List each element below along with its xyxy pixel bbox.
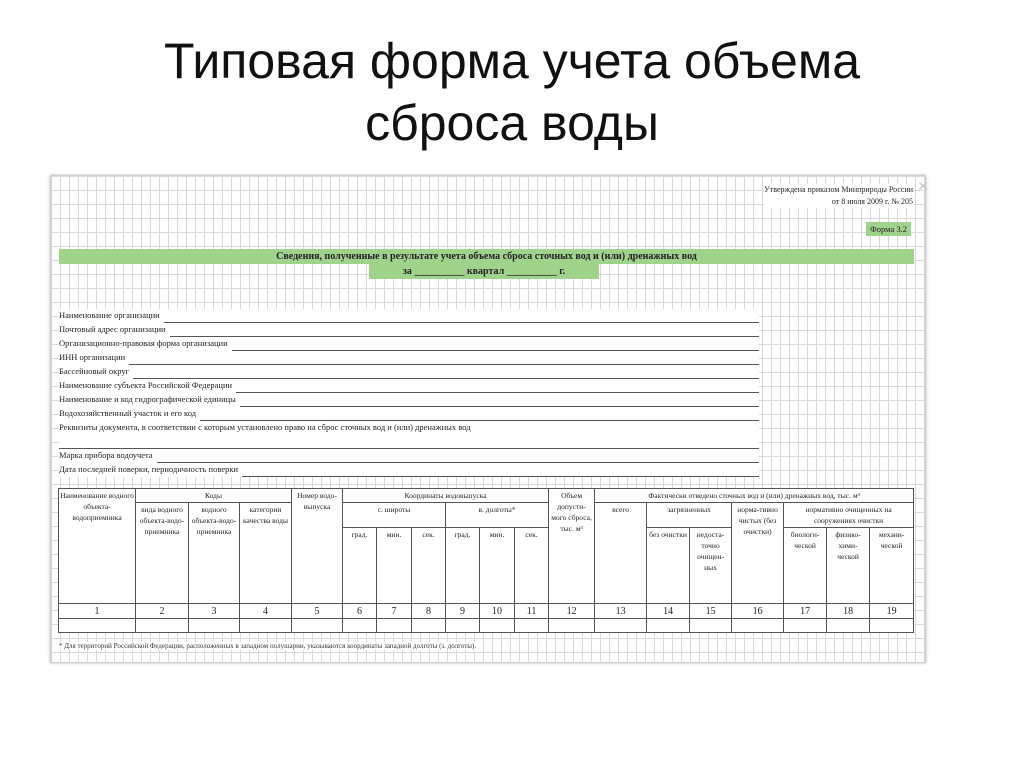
column-number: 9 [446, 604, 480, 619]
header-sec: сек. [412, 528, 446, 604]
table-cell[interactable] [549, 619, 595, 633]
table-cell[interactable] [595, 619, 647, 633]
table-cell[interactable] [784, 619, 827, 633]
discharge-table [58, 488, 914, 633]
header-normatively-clean: норма-тивно чистых (без очистки) [732, 503, 784, 604]
table-cell[interactable] [732, 619, 784, 633]
column-number: 15 [690, 604, 732, 619]
column-number: 2 [136, 604, 189, 619]
table-cell[interactable] [690, 619, 732, 633]
column-number: 13 [595, 604, 647, 619]
table-cell[interactable] [446, 619, 480, 633]
table-cell[interactable] [827, 619, 870, 633]
field-label: Наименование субъекта Российской Федерации [59, 380, 233, 390]
header-codes: Коды [136, 489, 292, 503]
column-number: 16 [732, 604, 784, 619]
header-code-kind: вида водного объекта-водо-приемника [136, 503, 189, 604]
field-line[interactable] [232, 337, 759, 351]
column-number: 5 [292, 604, 343, 619]
field-label: ИНН организации [59, 352, 126, 362]
table-cell[interactable] [136, 619, 189, 633]
table-cell[interactable] [59, 619, 136, 633]
field-row [59, 421, 759, 435]
header-actual-discharge: Фактически отведено сточных вод и (или) дренажных вод, тыс. м³ [595, 489, 914, 503]
field-row[interactable] [59, 449, 759, 463]
table-cell[interactable] [647, 619, 690, 633]
field-line[interactable] [240, 393, 759, 407]
header-sec: сек. [515, 528, 549, 604]
field-line[interactable] [133, 365, 759, 379]
header-latitude: с. широты [343, 503, 446, 528]
field-row[interactable] [59, 337, 759, 351]
table-row [59, 619, 914, 633]
header-coordinates: Координаты водовыпуска [343, 489, 549, 503]
footnote: * Для территорий Российской Федерации, расположенных в западном полушарии, указываются координаты западной долготы (з. долготы). [59, 642, 477, 650]
column-number: 6 [343, 604, 377, 619]
column-number: 18 [827, 604, 870, 619]
field-line[interactable] [200, 407, 759, 421]
table-cell[interactable] [343, 619, 377, 633]
column-number: 7 [377, 604, 412, 619]
column-number: 14 [647, 604, 690, 619]
field-row[interactable] [59, 393, 759, 407]
table-cell[interactable] [412, 619, 446, 633]
header-normatively-treated: нормативно очищенных на сооружениях очистки [784, 503, 914, 528]
header-mechanical: механи-ческой [870, 528, 914, 604]
approval-line-1: Утверждена приказом Минприроды России [764, 185, 913, 194]
form-number: Форма 3.2 [866, 222, 911, 236]
column-number: 10 [480, 604, 515, 619]
form-period: за __________ квартал __________ г. [369, 264, 599, 279]
title-line-1: Типовая форма учета объема [163, 33, 861, 89]
field-label: Наименование организации [59, 310, 160, 320]
header-min: мин. [377, 528, 412, 604]
header-code-object: водного объекта-водо-приемника [189, 503, 240, 604]
header-total: всего [595, 503, 647, 604]
field-line[interactable] [129, 351, 759, 365]
field-line[interactable] [59, 435, 759, 449]
field-label: Организационно-правовая форма организации [59, 338, 228, 348]
slide-title [0, 30, 1024, 154]
header-polluted: загрязненных [647, 503, 732, 528]
header-deg: град. [343, 528, 377, 604]
field-row[interactable] [59, 379, 759, 393]
column-number: 8 [412, 604, 446, 619]
header-biological: биологи-ческой [784, 528, 827, 604]
field-row[interactable] [59, 365, 759, 379]
close-icon[interactable]: ✕ [917, 179, 929, 195]
organization-fields [59, 309, 759, 477]
field-row[interactable] [59, 407, 759, 421]
approval-note [764, 184, 913, 208]
field-row[interactable] [59, 323, 759, 337]
header-water-body: Наименование водного объекта-водоприемника [59, 489, 136, 604]
approval-line-2: от 8 июля 2009 г. № 205 [831, 197, 913, 206]
header-longitude: в. долготы* [446, 503, 549, 528]
column-number: 17 [784, 604, 827, 619]
field-line[interactable] [236, 379, 759, 393]
field-label: Марка прибора водоучета [59, 450, 153, 460]
table-cell[interactable] [870, 619, 914, 633]
header-code-category: категории качества воды [240, 503, 292, 604]
field-label: Бассейновый округ [59, 366, 130, 376]
column-number: 4 [240, 604, 292, 619]
form-heading: Сведения, полученные в результате учета объема сброса сточных вод и (или) дренажных вод [59, 249, 914, 264]
field-label: Водохозяйственный участок и его код [59, 408, 197, 418]
field-row[interactable] [59, 463, 759, 477]
field-label: Наименование и код гидрографической единицы [59, 394, 236, 404]
field-line[interactable] [242, 463, 759, 477]
header-phys-chem: физико-хими-ческой [827, 528, 870, 604]
column-number: 1 [59, 604, 136, 619]
column-number: 19 [870, 604, 914, 619]
field-line[interactable] [170, 323, 759, 337]
table-cell[interactable] [292, 619, 343, 633]
table-cell[interactable] [377, 619, 412, 633]
field-line[interactable] [157, 449, 759, 463]
form-document-image [50, 175, 929, 663]
title-line-2: сброса воды [365, 95, 659, 151]
table-cell[interactable] [189, 619, 240, 633]
table-cell[interactable] [480, 619, 515, 633]
table-cell[interactable] [240, 619, 292, 633]
header-allowed-volume: Объем допусти-мого сброса, тыс. м³ [549, 489, 595, 604]
header-insufficient: недоста-точно очищен-ных [690, 528, 732, 604]
header-deg: град. [446, 528, 480, 604]
column-numbers-row [59, 604, 914, 619]
field-label: Почтовый адрес организации [59, 324, 166, 334]
field-row[interactable] [59, 309, 759, 323]
table-cell[interactable] [515, 619, 549, 633]
field-label: Реквизиты документа, в соответствии с которым установлено право на сброс сточных вод и (или) дренажных вод [59, 422, 471, 432]
column-number: 3 [189, 604, 240, 619]
field-label: Дата последней поверки, периодичность поверки [59, 464, 239, 474]
header-outlet-number: Номер водо-выпуска [292, 489, 343, 604]
header-no-treatment: без очистки [647, 528, 690, 604]
field-line[interactable] [164, 309, 759, 323]
column-number: 11 [515, 604, 549, 619]
header-min: мин. [480, 528, 515, 604]
field-row[interactable] [59, 351, 759, 365]
column-number: 12 [549, 604, 595, 619]
